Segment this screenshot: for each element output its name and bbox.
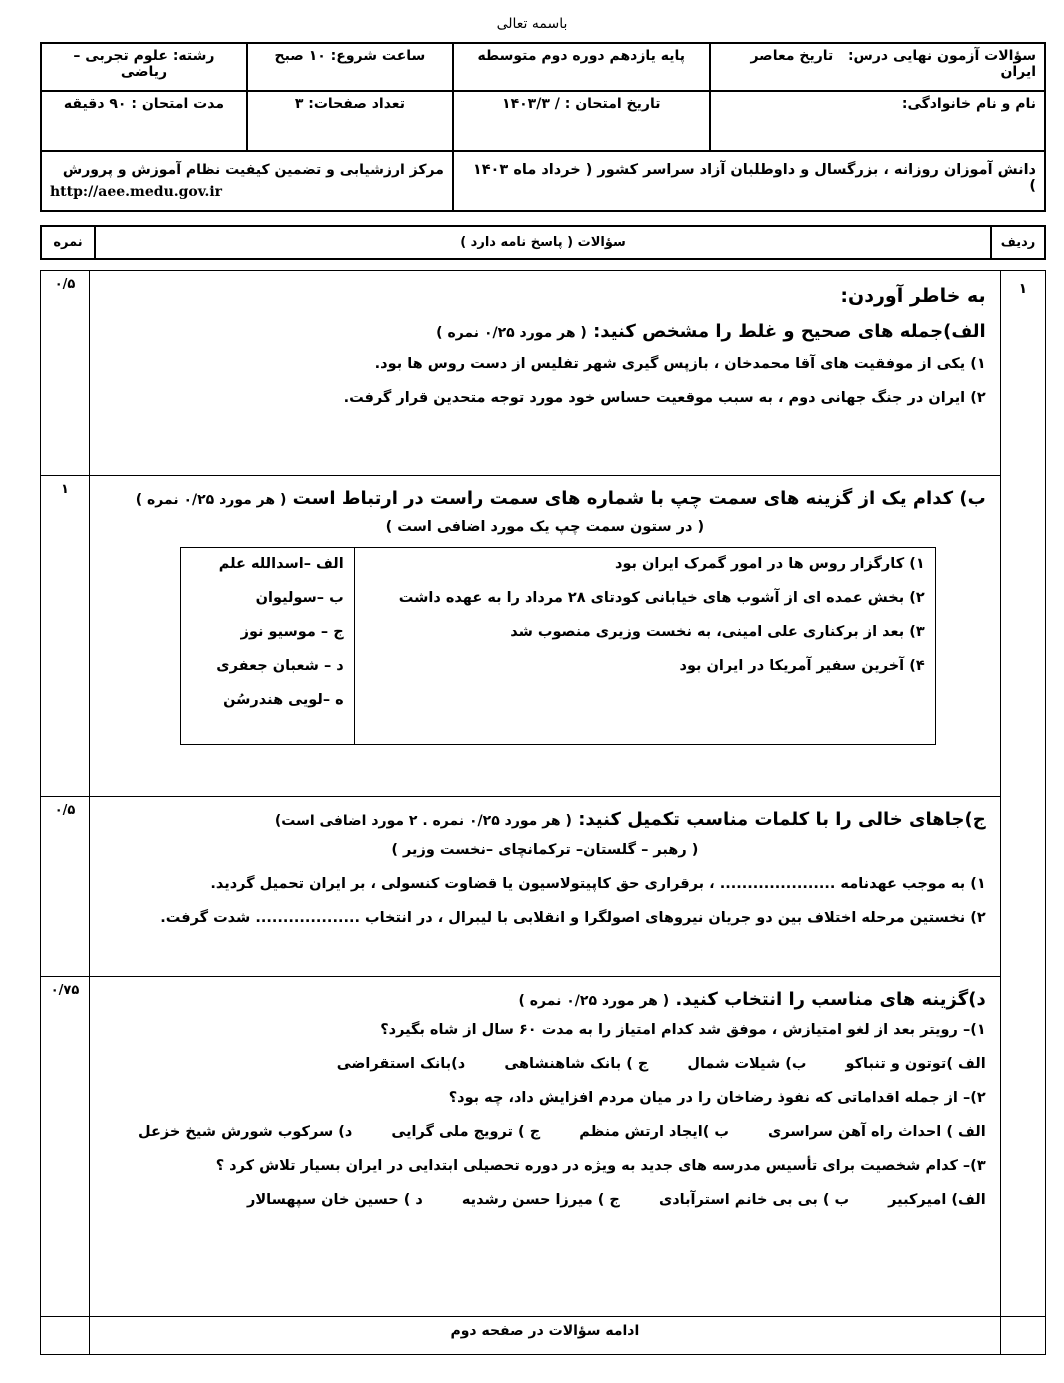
column-header-table — [40, 225, 1046, 260]
matching-right-item: ۴) آخرین سفیر آمریکا در ایران بود — [679, 658, 925, 674]
score-a: ۰/۵ — [41, 271, 90, 476]
exam-start-time: ساعت شروع: ۱۰ صبح — [247, 43, 453, 91]
part-c-heading: ج)جاهای خالی را با کلمات مناسب تکمیل کنید: — [578, 809, 986, 830]
mcq-option: ب) شیلات شمال — [687, 1056, 807, 1072]
student-name-label: نام و نام خانوادگی: — [710, 91, 1045, 151]
center-name: مرکز ارزشیابی و تضمین کیفیت نظام آموزش و پرورش — [62, 162, 444, 178]
matching-left-item: ب –سولیوان — [255, 590, 344, 606]
matching-right-column — [354, 548, 935, 745]
score-c: ۰/۵ — [41, 797, 90, 977]
column-row-header: ردیف — [991, 226, 1045, 259]
footer-row — [41, 1317, 1046, 1355]
part-d-note: ( هر مورد ۰/۲۵ نمره ) — [518, 993, 670, 1009]
question-content-b — [90, 476, 1001, 797]
part-b-note: ( هر مورد ۰/۲۵ نمره ) — [135, 492, 287, 508]
exam-grade: پایه یازدهم دوره دوم متوسطه — [453, 43, 710, 91]
mcq-option: ب ) بی بی خانم استرآبادی — [658, 1192, 850, 1208]
matching-right-item: ۱) کارگزار روس ها در امور گمرک ایران بود — [615, 556, 925, 572]
mcq-question: ۳)– کدام شخصیت برای تأسیس مدرسه های جدید به ویژه در دوره تحصیلی ابتدایی در ایران بسیار تلاش کرد ؟ — [215, 1158, 986, 1174]
part-a-heading: الف)جمله های صحیح و غلط را مشخص کنید: — [593, 321, 986, 342]
exam-duration: مدت امتحان : ۹۰ دقیقه — [41, 91, 247, 151]
part-a-item: ۱) یکی از موفقیت های آقا محمدخان ، بازپس گیری شهر تفلیس از دست روس ها بود. — [374, 356, 986, 372]
matching-right-item: ۲) بخش عمده ای از آشوب های خیابانی کودتای ۲۸ مرداد را به عهده داشت — [398, 590, 925, 606]
part-a-note: ( هر مورد ۰/۲۵ نمره ) — [436, 325, 587, 341]
exam-field: رشته: علوم تجربی – ریاضی — [41, 43, 247, 91]
mcq-options — [104, 1124, 986, 1140]
matching-left-item: ه –لویی هندرسُن — [223, 692, 344, 708]
exam-date: تاریخ امتحان : / ۱۴۰۳/۳ — [453, 91, 710, 151]
question-title: به خاطر آوردن: — [840, 285, 986, 307]
mcq-question: ۲)– از جمله اقداماتی که نفوذ رضاخان را در میان مردم افزایش داد، چه بود؟ — [448, 1090, 986, 1106]
part-b-heading-line — [104, 488, 986, 509]
mcq-option: ج ) ترویج ملی گرایی — [391, 1124, 541, 1140]
part-a-heading-line — [104, 321, 986, 342]
mcq-option: د ) حسین خان سپهسالار — [247, 1192, 423, 1208]
continue-note: ادامه سؤالات در صفحه دوم — [90, 1317, 1001, 1355]
part-a-item: ۲) ایران در جنگ جهانی دوم ، به سبب موقعیت حساس خود مورد توجه متحدین قرار گرفت. — [343, 390, 986, 406]
matching-left-item: د – شعبان جعفری — [216, 658, 344, 674]
matching-left-item: الف –اسدالله علم — [218, 556, 344, 572]
center-cell — [41, 151, 453, 211]
question-row-a — [41, 271, 1046, 476]
exam-pages: تعداد صفحات: ۳ — [247, 91, 453, 151]
part-c-item: ۱) به موجب عهدنامه ..................... ، برقراری حق کاپیتولاسیون یا قضاوت کنسولی ، بر ایران تحمیل گردید. — [210, 876, 986, 892]
mcq-options — [104, 1056, 986, 1072]
mcq-option: ب )ایجاد ارتش منظم — [579, 1124, 729, 1140]
part-c-word-bank: ( رهبر – گلستان– ترکمانچای –نخست وزیر ) — [391, 842, 699, 858]
students-line: دانش آموزان روزانه ، بزرگسال و داوطلبان آزاد سراسر کشور ( خرداد ماه ۱۴۰۳ ) — [453, 151, 1045, 211]
mcq-question: ۱)– رویتر بعد از لغو امتیازش ، موفق شد کدام امتیاز را به مدت ۶۰ سال از شاه بگیرد؟ — [380, 1022, 986, 1038]
mcq-option: ج ) بانک شاهنشاهی — [504, 1056, 649, 1072]
footer-empty-score-cell — [41, 1317, 90, 1355]
mcq-option: الف )توتون و تنباکو — [845, 1056, 986, 1072]
mcq-option: الف ) احداث راه آهن سراسری — [768, 1124, 986, 1140]
mcq-option: الف) امیرکبیر — [888, 1192, 986, 1208]
exam-title-cell — [710, 43, 1045, 91]
mcq-options — [104, 1192, 986, 1208]
part-c-heading-line — [104, 809, 986, 830]
center-url: http://aee.medu.gov.ir — [50, 184, 223, 200]
part-b-heading: ب) کدام یک از گزینه های سمت چپ با شماره های سمت راست در ارتباط است — [292, 488, 986, 509]
column-score-header: نمره — [41, 226, 95, 259]
question-row-d — [41, 977, 1046, 1317]
matching-table — [180, 547, 936, 745]
question-content-d — [90, 977, 1001, 1317]
score-d: ۰/۷۵ — [41, 977, 90, 1317]
question-number: ۱ — [1000, 271, 1045, 1317]
question-content-a — [90, 271, 1001, 476]
mcq-option: ج ) میرزا حسن رشدیه — [461, 1192, 620, 1208]
exam-header-table — [40, 42, 1046, 212]
exam-title-label: سؤالات آزمون نهایی درس: — [847, 48, 1036, 64]
mcq-option: د)بانک استقراضی — [336, 1056, 466, 1072]
part-d-heading-line — [104, 989, 986, 1010]
matching-left-item: ج – موسیو نوز — [240, 624, 344, 640]
exam-subject: تاریخ معاصر ایران — [750, 48, 1036, 80]
matching-right-item: ۳) بعد از برکناری علی امینی، به نخست وزیری منصوب شد — [510, 624, 925, 640]
header-bismillah: باسمه تعالی — [496, 16, 568, 32]
column-questions-header: سؤالات ( پاسخ نامه دارد ) — [95, 226, 991, 259]
question-row-b — [41, 476, 1046, 797]
part-b-subnote: ( در ستون سمت چپ یک مورد اضافی است ) — [385, 519, 705, 535]
part-c-item: ۲) نخستین مرحله اختلاف بین دو جریان نیروهای اصولگرا و انقلابی با لیبرال ، در انتخاب ................... شدت گرفت. — [160, 910, 986, 926]
mcq-option: د) سرکوب شورش شیخ خزعل — [138, 1124, 353, 1140]
score-b: ۱ — [41, 476, 90, 797]
questions-table — [40, 270, 1046, 1355]
part-d-heading: د)گزینه های مناسب را انتخاب کنید. — [675, 989, 986, 1010]
part-c-note: ( هر مورد ۰/۲۵ نمره . ۲ مورد اضافی است) — [274, 813, 572, 829]
question-row-c — [41, 797, 1046, 977]
footer-empty-row-cell — [1000, 1317, 1045, 1355]
question-content-c — [90, 797, 1001, 977]
matching-left-column — [180, 548, 354, 745]
